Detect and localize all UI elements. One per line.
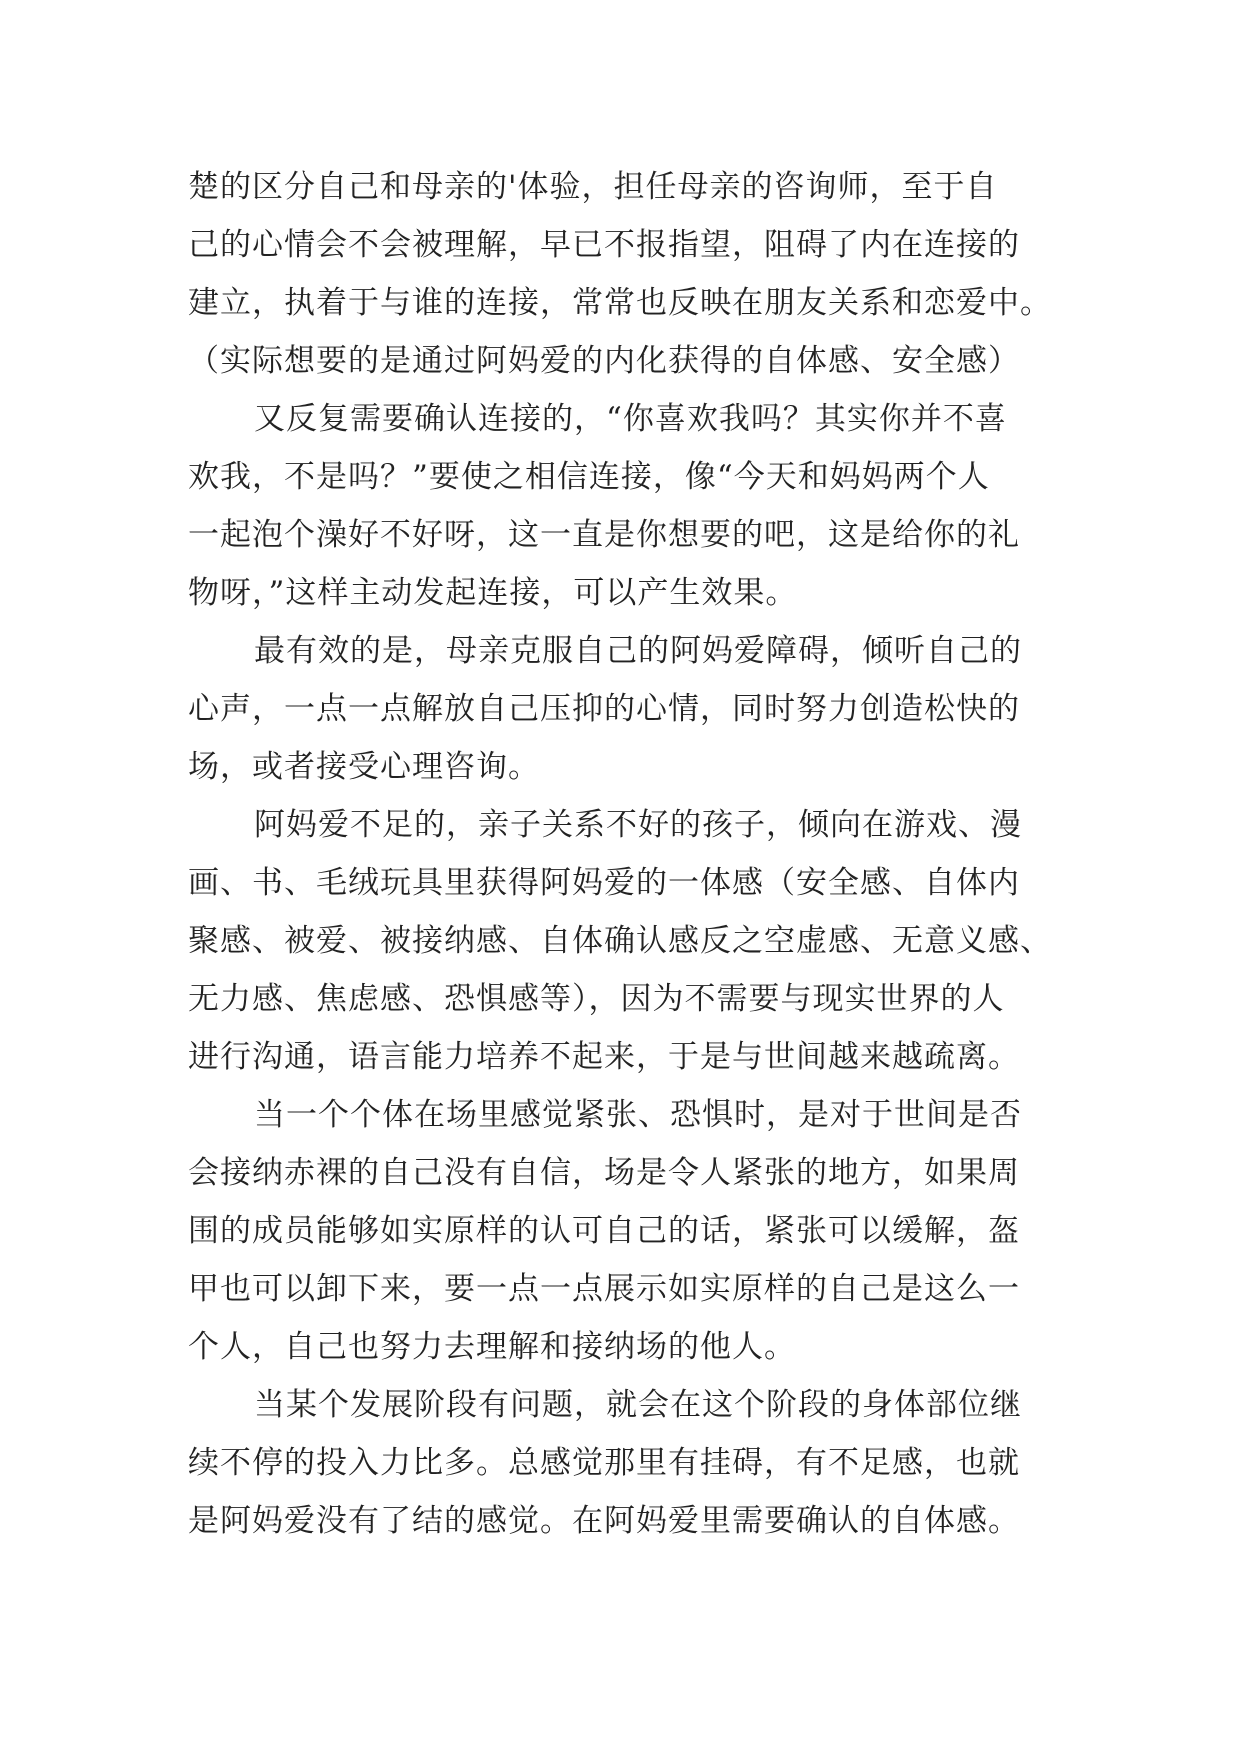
paragraph-start-line: 最有效的是，母亲克服自己的阿妈爱障碍，倾听自己的 xyxy=(254,633,1022,669)
paragraph-start-line: 当一个个体在场里感觉紧张、恐惧时，是对于世间是否 xyxy=(254,1097,1022,1133)
text-line: 建立，执着于与谁的连接，常常也反映在朋友关系和恋爱中。 xyxy=(188,285,1052,321)
text-line: 围的成员能够如实原样的认可自己的话，紧张可以缓解，盔 xyxy=(188,1213,1020,1249)
text-line: 心声，一点一点解放自己压抑的心情，同时努力创造松快的 xyxy=(188,691,1020,727)
text-line: 续不停的投入力比多。总感觉那里有挂碍，有不足感，也就 xyxy=(188,1445,1020,1481)
text-line: 甲也可以卸下来，要一点一点展示如实原样的自己是这么一 xyxy=(188,1271,1020,1307)
paragraph-start-line: 阿妈爱不足的，亲子关系不好的孩子，倾向在游戏、漫 xyxy=(254,807,1022,843)
text-line: 楚的区分自己和母亲的'体验，担任母亲的咨询师，至于自 xyxy=(188,169,998,205)
text-line: 场，或者接受心理咨询。 xyxy=(188,749,540,785)
text-line: 进行沟通，语言能力培养不起来，于是与世间越来越疏离。 xyxy=(188,1039,1020,1075)
paragraph-start-line: 当某个发展阶段有问题，就会在这个阶段的身体部位继 xyxy=(254,1387,1022,1423)
text-line: （实际想要的是通过阿妈爱的内化获得的自体感、安全感） xyxy=(188,343,1020,379)
text-line: 物呀，”这样主动发起连接，可以产生效果。 xyxy=(188,575,798,611)
text-line: 欢我，不是吗？”要使之相信连接，像“今天和妈妈两个人 xyxy=(188,459,990,495)
text-line: 一起泡个澡好不好呀，这一直是你想要的吧，这是给你的礼 xyxy=(188,517,1020,553)
text-line: 会接纳赤裸的自己没有自信，场是令人紧张的地方，如果周 xyxy=(188,1155,1020,1191)
text-line: 画、书、毛绒玩具里获得阿妈爱的一体感（安全感、自体内 xyxy=(188,865,1020,901)
text-line: 个人，自己也努力去理解和接纳场的他人。 xyxy=(188,1329,796,1365)
document-body xyxy=(188,158,1068,1550)
text-line: 是阿妈爱没有了结的感觉。在阿妈爱里需要确认的自体感。 xyxy=(188,1503,1020,1539)
text-line: 无力感、焦虑感、恐惧感等），因为不需要与现实世界的人 xyxy=(188,981,1005,1017)
text-line: 聚感、被爱、被接纳感、自体确认感反之空虚感、无意义感、 xyxy=(188,923,1052,959)
text-line: 己的心情会不会被理解，早已不报指望，阻碍了内在连接的 xyxy=(188,227,1020,263)
paragraph-start-line: 又反复需要确认连接的，“你喜欢我吗？其实你并不喜 xyxy=(254,401,1007,437)
